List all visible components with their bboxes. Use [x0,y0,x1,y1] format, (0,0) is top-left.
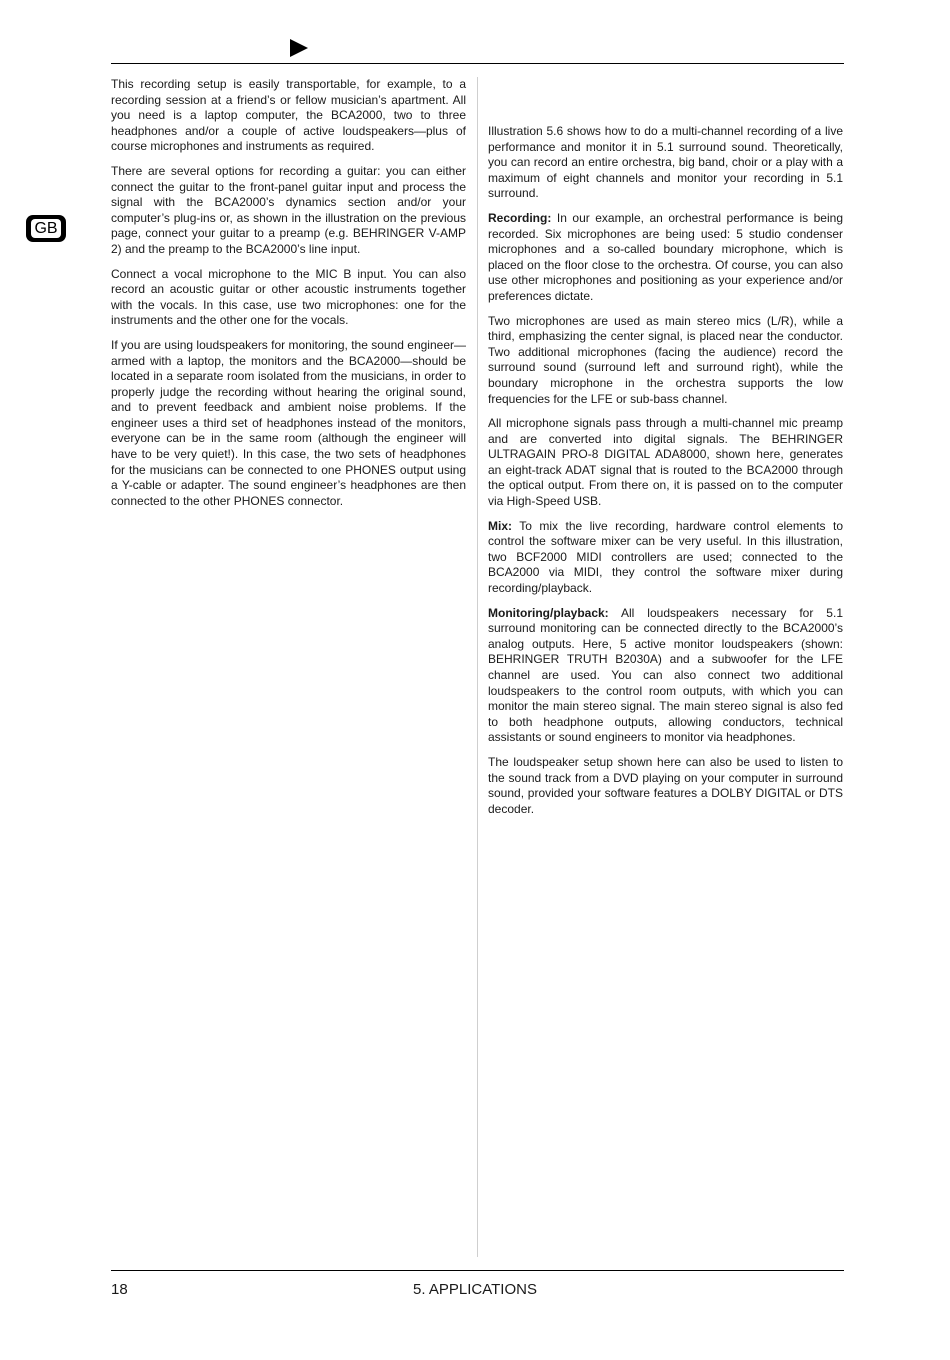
paragraph-signals: All microphone signals pass through a multi-channel mic preamp and are converted into digital signals. The BEHRINGER ULTRAGAIN PRO-8 DIGITAL ADA8000, shown here, generates an eight-track ADAT signal that is routed to the BCA2000 through the optical output. From there on, it is passed on to the computer via High-Speed USB. [488,416,843,509]
paragraph-mix [488,519,843,597]
left-column [111,77,466,518]
language-badge [26,215,66,242]
paragraph-vocal: Connect a vocal microphone to the MIC B input. You can also record an acoustic guitar or other acoustic instruments together with the vocals. In this case, use two microphones: one for the instruments and the other one for the vocals. [111,266,466,328]
paragraph-monitoring-playback [488,606,843,746]
monitoring-text: All loudspeakers necessary for 5.1 surround monitoring can be connected directly to the BCA2000’s analog outputs. Here, 5 active monitor loudspeakers (shown: BEHRINGER TRUTH B2030A) and a subwoofer for the LFE channel are used. You can also connect two additional loudspeakers to the control room outputs, with which you can monitor the main stereo signal. The main stereo signal is also fed to both headphone outputs, allowing conductors, technical assistants or sound engineers to monitor via headphones. [488,605,843,745]
paragraph-dvd: The loudspeaker setup shown here can also be used to listen to the sound track from a DVD playing on your computer in surround sound, provided your software features a DOLBY DIGITAL or DTS decoder. [488,754,843,816]
paragraph-intro: Illustration 5.6 shows how to do a multi-channel recording of a live performance and monitor it in 5.1 surround sound. Theoretically, you can record an entire orchestra, big band, choir or a play with a maximum of eight channels and monitor your recording in 5.1 surround. [488,124,843,201]
recording-text: In our example, an orchestral performance is being recorded. Six microphones are being used: 5 studio condenser microphones and a so-called boundary microphone, which is placed on the floor close to the orchestra. Of course, you can also use other microphones and positioning as your experience and/or preferences dictate. [488,210,843,303]
paragraph-monitoring: If you are using loudspeakers for monitoring, the sound engineer—armed with a laptop, the monitors and the BCA2000—should be located in a separate room isolated from the musicians, in order to properly judge the recording without hearing the original sound, and to prevent feedback and ambient noise problems. If the engineer uses a third set of headphones instead of the monitors, everyone can be in the same room (although the engineer will have to be very quiet!). In this case, the two sets of headphones for the musicians can be connected to one PHONES output using a Y-cable or adapter. The sound engineer’s headphones are then connected to the other PHONES connector. [111,337,466,508]
footer-rule [111,1270,844,1271]
page-number: 18 [111,1281,128,1298]
chapter-title: 5. APPLICATIONS [413,1281,537,1298]
language-badge-label: GB [31,219,60,238]
paragraph-recording [488,211,843,305]
paragraph-mics: Two microphones are used as main stereo mics (L/R), while a third, emphasizing the center signal, is placed near the conductor. Two additional microphones (facing the audience) record the surround sound (surround left and surround right), while the boundary microphone in the orchestra supports the low frequencies for the LFE or sub-bass channel. [488,313,843,406]
header-rule [111,63,844,64]
right-column [488,124,843,826]
play-arrow-icon [290,39,308,57]
mix-lead: Mix: [488,518,512,533]
paragraph-transportable: This recording setup is easily transportable, for example, to a recording session at a friend’s or fellow musician’s apartment. All you need is a laptop computer, the BCA2000, two to three headphones and/or a couple of active loudspeakers—plus of course microphones and instruments as required. [111,77,466,154]
column-divider [477,77,478,1257]
recording-lead: Recording: [488,210,552,225]
mix-text: To mix the live recording, hardware control elements to control the software mixer can be very useful. In this illustration, two BCF2000 MIDI controllers are used; connected to the BCA2000 via MIDI, they control the software mixer during recording/playback. [488,518,843,596]
monitoring-lead: Monitoring/playback: [488,605,609,620]
paragraph-guitar: There are several options for recording a guitar: you can either connect the guitar to the front-panel guitar input and process the signal with the BCA2000’s dynamics section and/or your computer’s plug-ins or, as shown in the illustration on the previous page, connect your guitar to a preamp (e.g. BEHRINGER V-AMP 2) and the preamp to the BCA2000’s line input. [111,163,466,256]
